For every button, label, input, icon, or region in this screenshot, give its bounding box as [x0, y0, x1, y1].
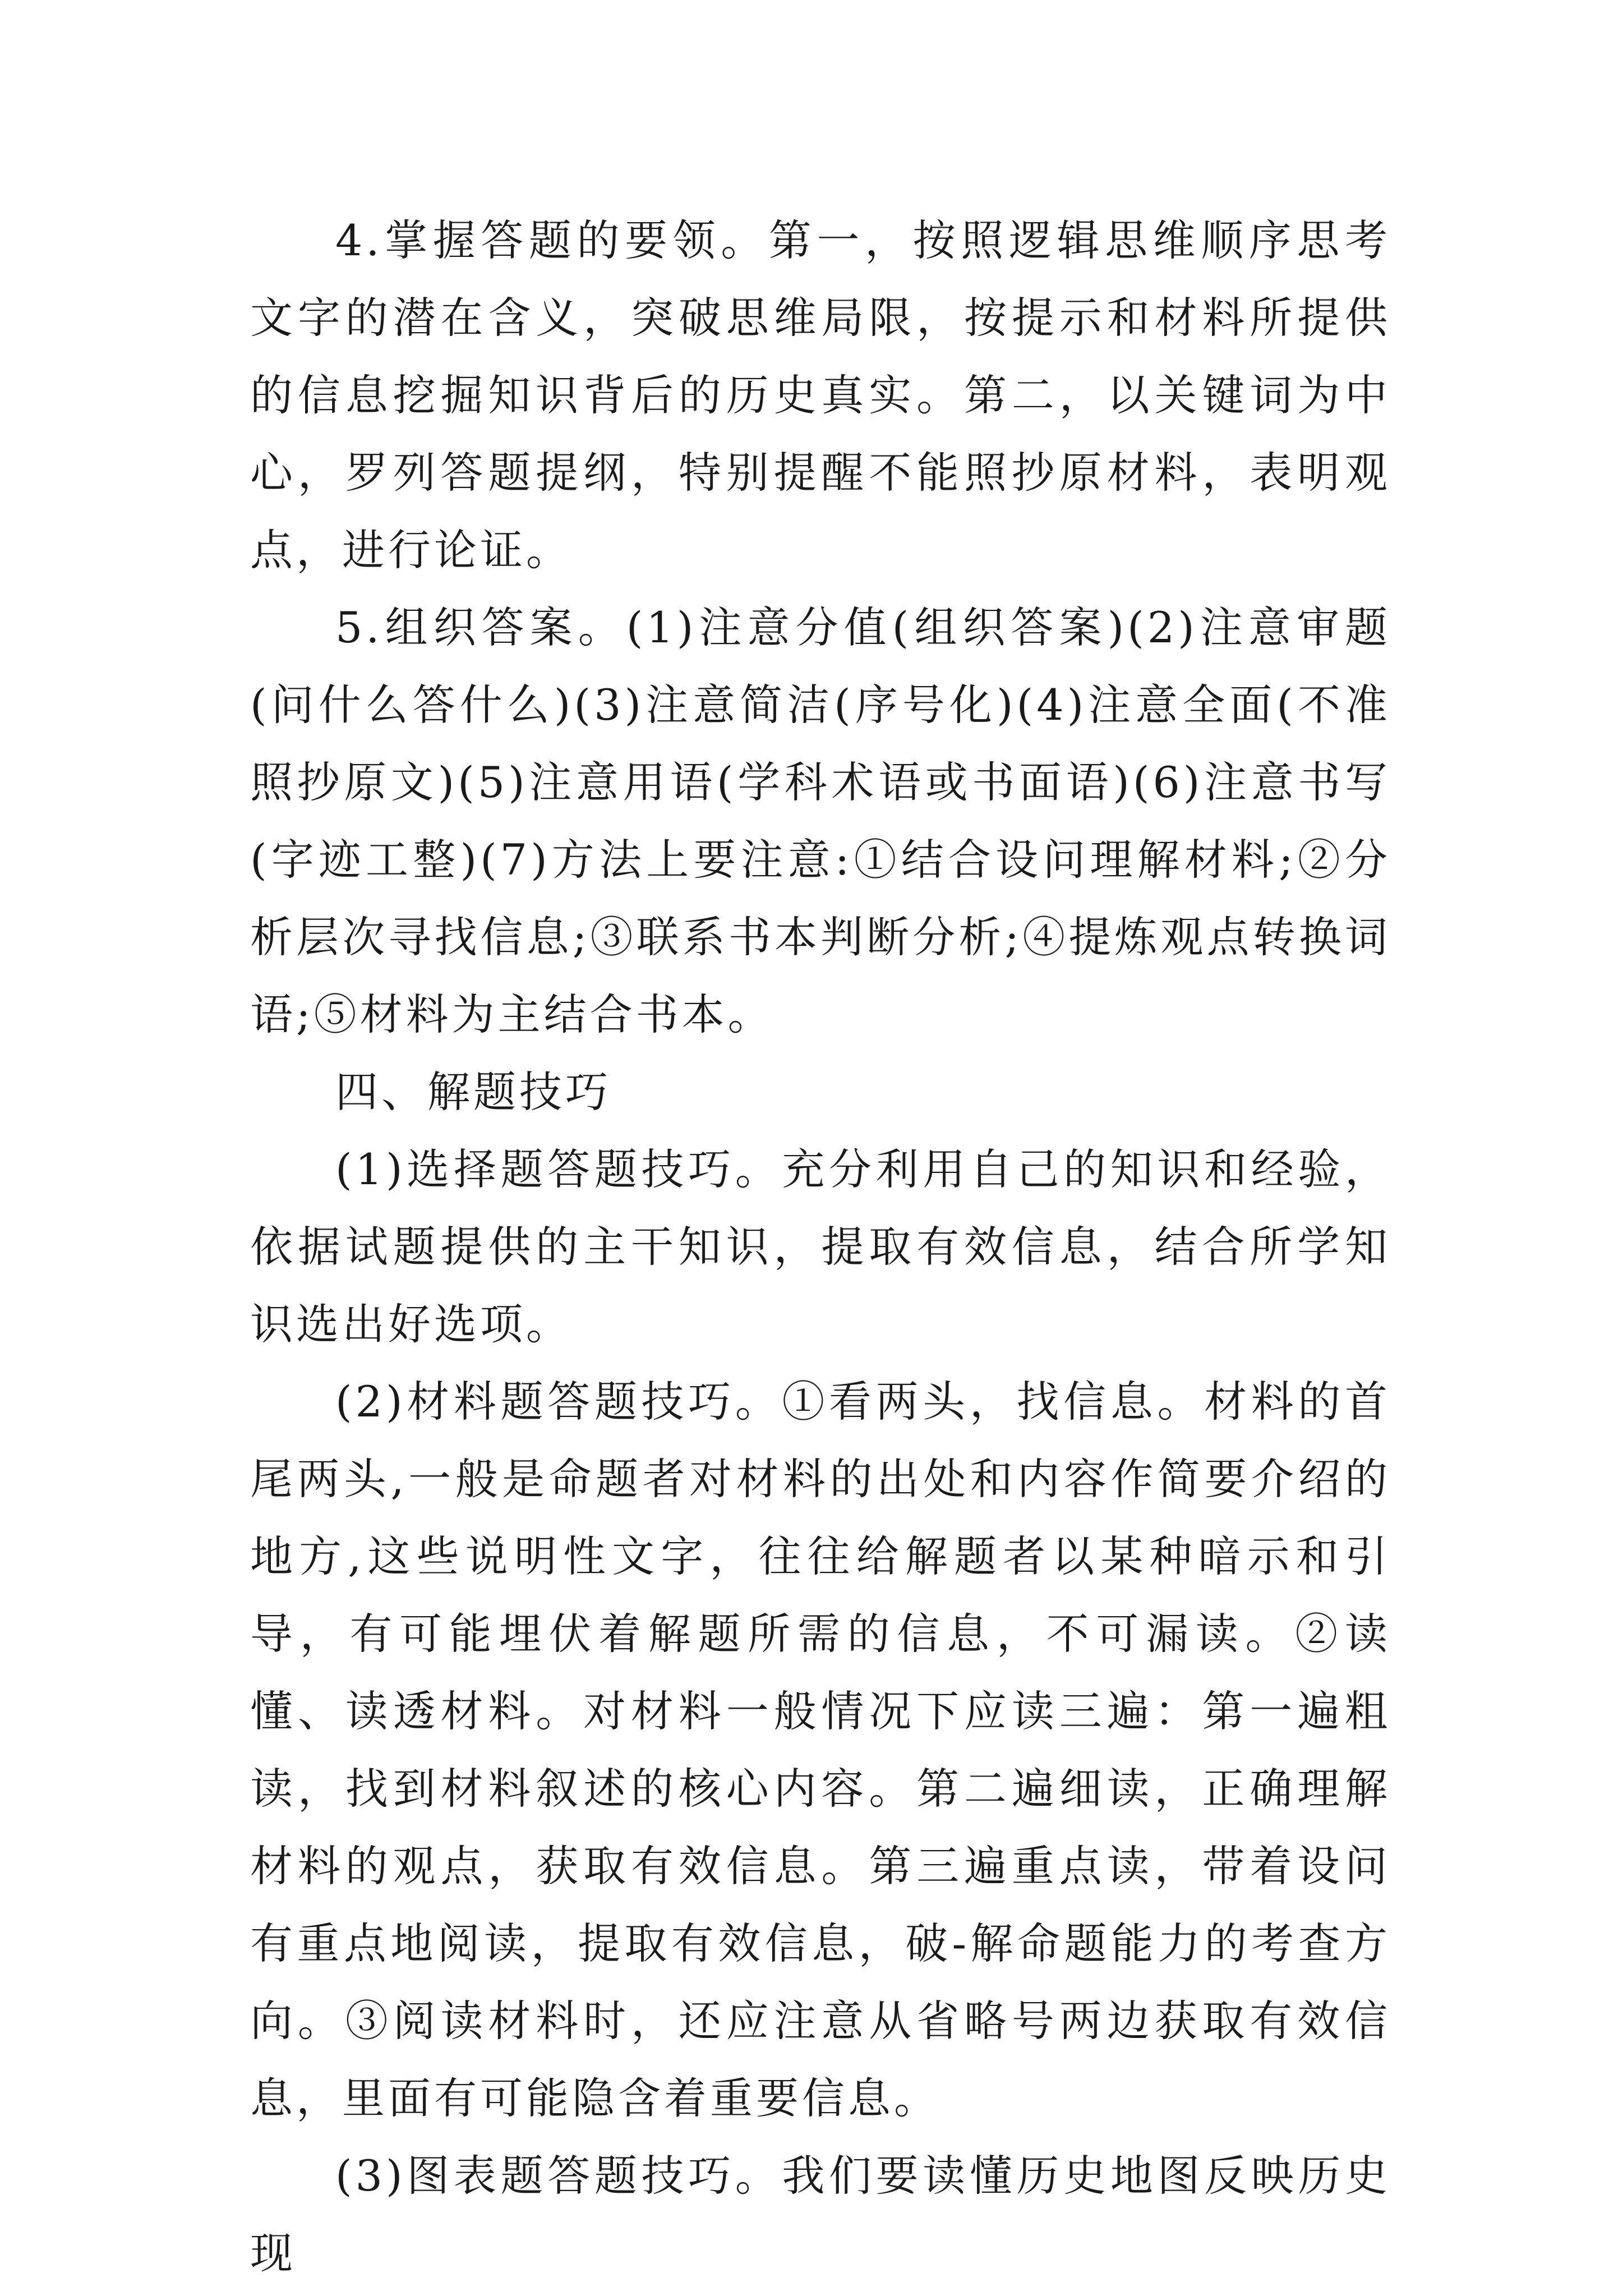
paragraph-organize-answer: 5.组织答案。(1)注意分值(组织答案)(2)注意审题(问什么答什么)(3)注意简洁(序号化)(4)注意全面(不准照抄原文)(5)注意用语(学科术语或书面语)(6)注意书写(字迹工整)(7)方法上要注意:①结合设问理解材料;②分析层次寻找信息;③联系书本判断分析;④提炼观点转换词语;⑤材料为主结合书本。	[250, 602, 1391, 1039]
paragraph-material-question-tips: (2)材料题答题技巧。①看两头，找信息。材料的首尾两头,一般是命题者对材料的出处和内容作简要介绍的地方,这些说明性文字，往往给解题者以某种暗示和引导，有可能埋伏着解题所需的信息，不可漏读。②读懂、读透材料。对材料一般情况下应读三遍：第一遍粗读，找到材料叙述的核心内容。第二遍细读，正确理解材料的观点，获取有效信息。第三遍重点读，带着设问有重点地阅读，提取有效信息，破-解命题能力的考查方向。③阅读材料时，还应注意从省略号两边获取有效信息，里面有可能隐含着重要信息。	[250, 1377, 1391, 2123]
paragraph-chart-question-tips: (3)图表题答题技巧。我们要读懂历史地图反映历史现	[250, 2151, 1391, 2278]
section-heading-solving-tips: 四、解题技巧	[335, 1067, 611, 1117]
paragraph-answer-key-points: 4.掌握答题的要领。第一，按照逻辑思维顺序思考文字的潜在含义，突破思维局限，按提示和材料所提供的信息挖掘知识背后的历史真实。第二，以关键词为中心，罗列答题提纲，特别提醒不能照抄原材料，表明观点，进行论证。	[250, 215, 1391, 575]
document-body	[250, 202, 1391, 2292]
paragraph-multiple-choice-tips: (1)选择题答题技巧。充分利用自己的知识和经验，依据试题提供的主干知识，提取有效信息，结合所学知识选出好选项。	[250, 1144, 1391, 1349]
